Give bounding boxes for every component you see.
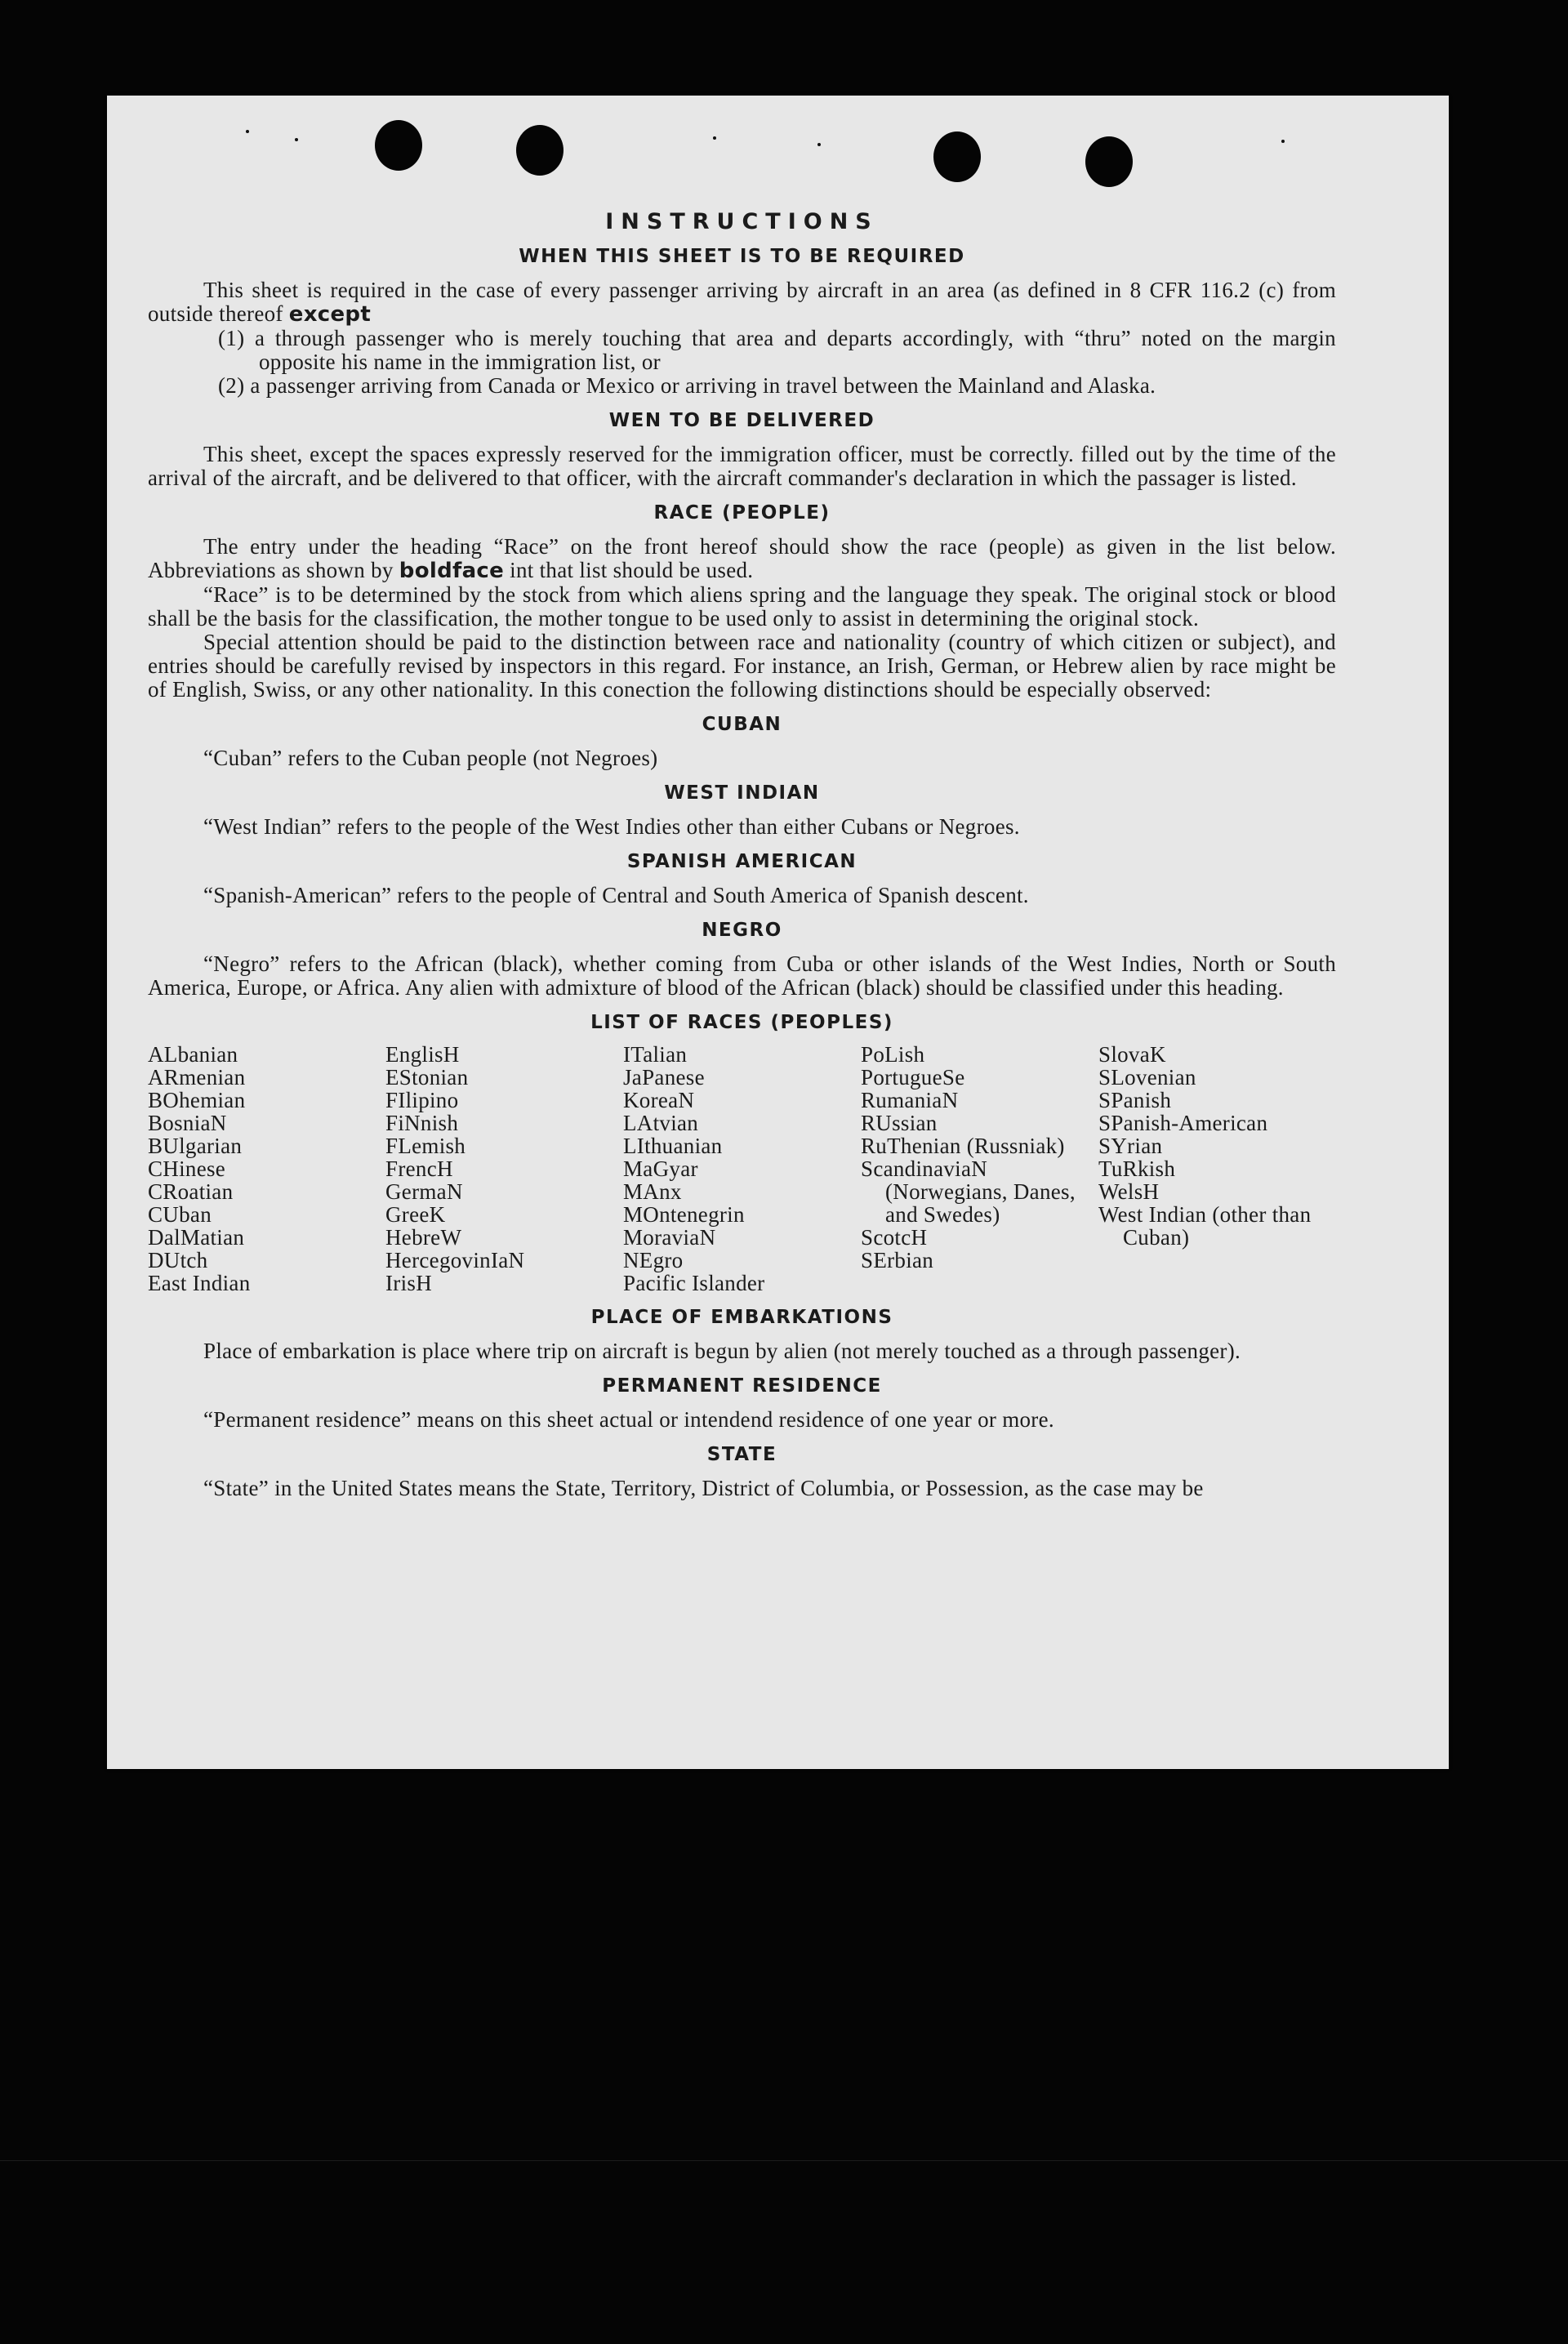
speck: [1281, 140, 1285, 143]
race-entry: FrencH: [385, 1156, 453, 1181]
punch-hole: [1085, 136, 1133, 187]
race-entry: SLovenian: [1098, 1065, 1196, 1090]
race-entry: SlovaK: [1098, 1042, 1166, 1067]
boldface-bold: boldface: [399, 559, 505, 583]
race-entry: JaPanese: [623, 1065, 705, 1090]
race-entry: HercegovinIaN: [385, 1248, 525, 1272]
race-entry: LAtvian: [623, 1111, 699, 1135]
races-column-2: [385, 1043, 623, 1295]
required-intro: This sheet is required in the case of every passenger arriving by aircraft in an area (as defined in 8 CFR 116.2 (c) from outside thereof except: [148, 278, 1336, 327]
speck: [713, 136, 716, 140]
race-entry: ITalian: [623, 1042, 688, 1067]
delivered-text: This sheet, except the spaces expressly reserved for the immigration officer, must be correctly. filled out by the time of the arrival of the aircraft, and be delivered to that officer, with the aircraft commander's declaration in which the passager is listed.: [148, 442, 1336, 490]
instructions-content: [148, 210, 1336, 1500]
races-column-1: [148, 1043, 385, 1295]
race-entry: TuRkish: [1098, 1156, 1176, 1181]
race-entry: FiNnish: [385, 1111, 459, 1135]
spanish-american-text: “Spanish-American” refers to the people of Central and South America of Spanish descent.: [203, 883, 1029, 907]
race-entry: HebreW: [385, 1225, 462, 1250]
punch-hole: [516, 125, 564, 176]
race-entry: GreeK: [385, 1202, 446, 1227]
race-paragraph-1: The entry under the heading “Race” on the front hereof should show the race (people) as given in the list below. Abbreviations as shown by boldface int that list should be used.: [148, 534, 1336, 583]
section-heading-negro: NEGRO: [702, 920, 782, 941]
race-entry: RUssian: [861, 1111, 938, 1135]
race-entry: RumaniaN: [861, 1088, 959, 1112]
race-paragraph-3: Special attention should be paid to the distinction between race and nationality (country of which citizen or subject), and entries should be carefully revised by inspectors in this regard. For instance, an Irish, German, or Hebrew alien by race might be of English, Swiss, or any other nationality. In this conection the following distinctions should be especially observed:: [148, 630, 1336, 702]
race-entry: BosniaN: [148, 1111, 227, 1135]
race-entry: ARmenian: [148, 1065, 246, 1090]
west-indian-text: “West Indian” refers to the people of the West Indies other than either Cubans or Negroes.: [203, 814, 1020, 839]
section-heading-races-list: LIST OF RACES (PEOPLES): [590, 1012, 893, 1033]
instruction-sheet: [107, 96, 1449, 1769]
race-entry: West Indian (other than Cuban): [1098, 1202, 1312, 1250]
race-entry: CHinese: [148, 1156, 226, 1181]
race-entry: CRoatian: [148, 1179, 234, 1204]
race-entry: MaGyar: [623, 1156, 698, 1181]
race-entry: ALbanian: [148, 1042, 238, 1067]
except-bold: except: [288, 302, 372, 327]
punch-hole: [933, 131, 981, 182]
race-entry: ScandinaviaN (Norwegians, Danes, and Swedes): [861, 1156, 1076, 1227]
race-entry: EStonian: [385, 1065, 469, 1090]
residence-text: “Permanent residence” means on this sheet actual or intendend residence of one year or more.: [203, 1407, 1054, 1432]
races-column-3: [623, 1043, 861, 1295]
section-heading-required: WHEN THIS SHEET IS TO BE REQUIRED: [519, 246, 965, 267]
required-item-1: (1) a through passenger who is merely touching that area and departs accordingly, with “thru” noted on the margin opposite his name in the immigration list, or: [218, 326, 1336, 374]
section-heading-spanish-american: SPANISH AMERICAN: [626, 851, 858, 872]
required-item-2: (2) a passenger arriving from Canada or Mexico or arriving in travel between the Mainland and Alaska.: [218, 373, 1156, 398]
race-entry: BOhemian: [148, 1088, 246, 1112]
race-entry: FIlipino: [385, 1088, 459, 1112]
race-entry: LIthuanian: [623, 1134, 723, 1158]
race-entry: SPanish-American: [1098, 1111, 1268, 1135]
race-entry: DalMatian: [148, 1225, 245, 1250]
film-scratch-line: [0, 2160, 1568, 2161]
race-entry: EnglisH: [385, 1042, 460, 1067]
speck: [246, 130, 249, 133]
race-entry: Pacific Islander: [623, 1271, 765, 1295]
race-entry: WelsH: [1098, 1179, 1160, 1204]
races-column-5: [1098, 1043, 1336, 1295]
race-entry: PoLish: [861, 1042, 925, 1067]
race-entry: ScotcH: [861, 1225, 928, 1250]
race-entry: East Indian: [148, 1271, 251, 1295]
race-entry: BUlgarian: [148, 1134, 243, 1158]
race-entry: SErbian: [861, 1248, 934, 1272]
race-entry: PortugueSe: [861, 1065, 965, 1090]
section-heading-state: STATE: [706, 1444, 777, 1465]
race-entry: KoreaN: [623, 1088, 695, 1112]
race-entry: DUtch: [148, 1248, 208, 1272]
punch-hole: [375, 120, 422, 171]
speck: [817, 143, 821, 146]
races-list: [148, 1043, 1336, 1295]
races-column-4: [861, 1043, 1098, 1295]
state-text: “State” in the United States means the State, Territory, District of Columbia, or Possession, as the case may be: [203, 1476, 1204, 1500]
race-entry: MAnx: [623, 1179, 682, 1204]
race-entry: MoraviaN: [623, 1225, 716, 1250]
page-title: INSTRUCTIONS: [605, 209, 879, 234]
race-entry: GermaN: [385, 1179, 463, 1204]
cuban-text: “Cuban” refers to the Cuban people (not Negroes): [203, 746, 658, 770]
negro-text: “Negro” refers to the African (black), whether coming from Cuba or other islands of the West Indies, North or South America, Europe, or Africa. Any alien with admixture of blood of the African (black) should be classified under this heading.: [148, 951, 1336, 1000]
race-entry: RuThenian (Russniak): [861, 1134, 1065, 1158]
section-heading-cuban: CUBAN: [702, 714, 782, 735]
race-entry: IrisH: [385, 1271, 432, 1295]
race-paragraph-2: “Race” is to be determined by the stock from which aliens spring and the language they speak. The original stock or blood shall be the basis for the classification, the mother tongue to be used only to assist in determining the original stock.: [148, 582, 1336, 631]
section-heading-west-indian: WEST INDIAN: [664, 782, 820, 804]
race-entry: CUban: [148, 1202, 212, 1227]
section-heading-delivered: WEN TO BE DELIVERED: [608, 410, 875, 431]
race-entry: FLemish: [385, 1134, 466, 1158]
race-entry: SYrian: [1098, 1134, 1163, 1158]
race-entry: SPanish: [1098, 1088, 1172, 1112]
section-heading-race: RACE (PEOPLE): [653, 502, 831, 524]
race-entry: NEgro: [623, 1248, 684, 1272]
speck: [295, 138, 298, 141]
race-entry: MOntenegrin: [623, 1202, 745, 1227]
section-heading-residence: PERMANENT RESIDENCE: [602, 1375, 882, 1397]
embarkation-text: Place of embarkation is place where trip on aircraft is begun by alien (not merely touched as a through passenger).: [203, 1339, 1241, 1363]
section-heading-embarkation: PLACE OF EMBARKATIONS: [590, 1307, 893, 1328]
